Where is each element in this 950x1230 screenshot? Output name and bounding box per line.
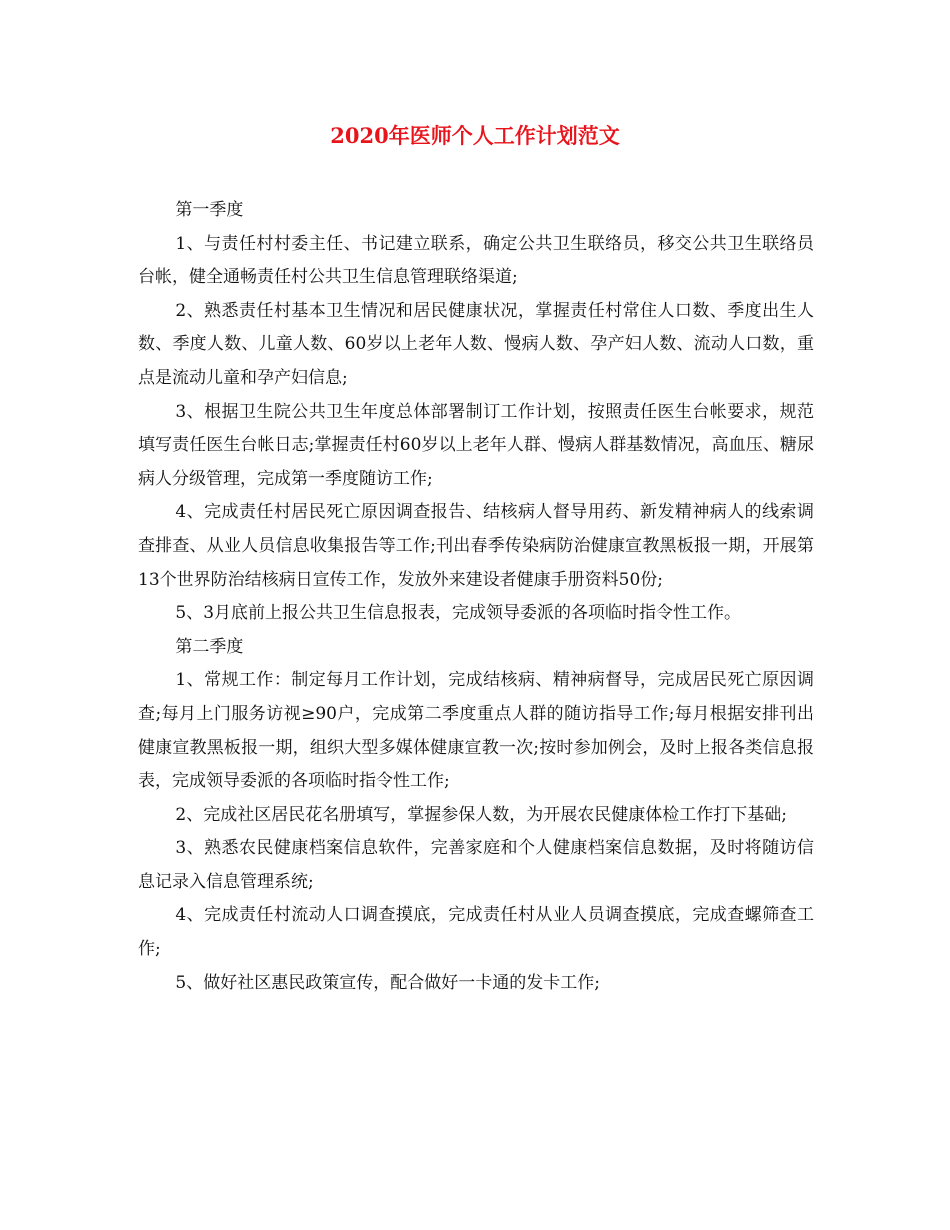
paragraph-q2-item-3: 3、熟悉农民健康档案信息软件，完善家庭和个人健康档案信息数据，及时将随访信息记录入信息管理系统; (138, 838, 814, 892)
paragraph-q2-item-4: 4、完成责任村流动人口调查摸底，完成责任村从业人员调查摸底，完成查螺筛查工作; (138, 905, 814, 960)
paragraph-q1-item-4: 4、完成责任村居民死亡原因调查报告、结核病人督导用药、新发精神病人的线索调查排查、从业人员信息收集报告等工作;刊出春季传染病防治健康宣教黑板报一期，开展第13个世界防治结核病日宣传工作，发放外来建设者健康手册资料50份; (138, 502, 814, 590)
paragraph-q1-item-2: 2、熟悉责任村基本卫生情况和居民健康状况，掌握责任村常住人口数、季度出生人数、季度人数、儿童人数、60岁以上老年人数、慢病人数、孕产妇人数、流动人口数，重点是流动儿童和孕产妇信息; (138, 300, 814, 388)
paragraph-q1-item-5: 5、3月底前上报公共卫生信息报表，完成领导委派的各项临时指令性工作。 (175, 603, 742, 624)
paragraph-q2-item-1: 1、常规工作：制定每月工作计划，完成结核病、精神病督导，完成居民死亡原因调查;每月上门服务访视≥90户，完成第二季度重点人群的随访指导工作;每月根据安排刊出健康宣教黑板报一期，组织大型多媒体健康宣教一次;按时参加例会，及时上报各类信息报表，完成领导委派的各项临时指令性工作; (138, 670, 814, 792)
paragraph-q2-item-2: 2、完成社区居民花名册填写，掌握参保人数，为开展农民健康体检工作打下基础; (175, 804, 787, 825)
paragraph-q2-item-5: 5、做好社区惠民政策宣传，配合做好一卡通的发卡工作; (175, 972, 600, 993)
paragraph-q1-item-3: 3、根据卫生院公共卫生年度总体部署制订工作计划，按照责任医生台帐要求，规范填写责任医生台帐日志;掌握责任村60岁以上老年人群、慢病人群基数情况，高血压、糖尿病人分级管理，完成第一季度随访工作; (138, 401, 814, 489)
document-title: 2020年医师个人工作计划范文 (330, 123, 620, 148)
paragraph-q1-item-1: 1、与责任村村委主任、书记建立联系，确定公共卫生联络员，移交公共卫生联络员台帐，健全通畅责任村公共卫生信息管理联络渠道; (138, 233, 814, 288)
document-body (138, 194, 814, 1000)
section-heading-q1: 第一季度 (175, 200, 244, 220)
section-heading-q2: 第二季度 (175, 636, 244, 657)
